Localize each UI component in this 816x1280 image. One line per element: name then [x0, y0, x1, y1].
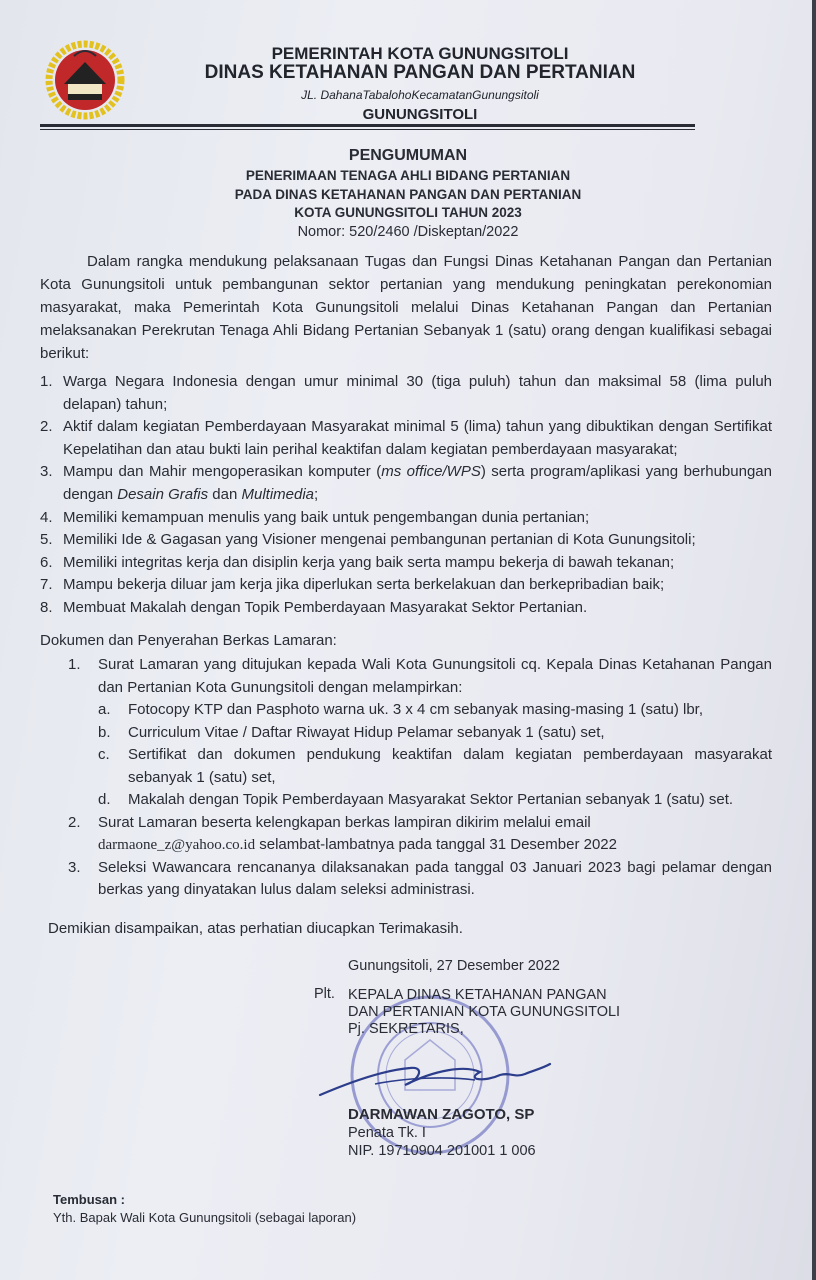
list-text: Mampu bekerja diluar jam kerja jika diperlukan serta berkelakuan dan berkepribadian baik;: [63, 576, 665, 594]
list-number: 3.: [68, 858, 81, 876]
list-number: 5.: [40, 531, 53, 549]
list-text: Surat Lamaran yang ditujukan kepada Wali Kota Gunungsitoli cq. Kepala Dinas Ketahanan Pangan dan Pertanian Kota Gunungsitoli dengan melampirkan:: [98, 656, 772, 696]
attachments-sublist: [98, 699, 772, 812]
list-number: 2.: [40, 418, 53, 436]
list-number: 3.: [40, 463, 53, 481]
announcement-title-line1: PENERIMAAN TENAGA AHLI BIDANG PERTANIAN: [245, 168, 571, 183]
list-letter: c.: [98, 746, 110, 763]
letterhead-address: JL. DahanaTabalohoKecamatanGunungsitoli: [301, 88, 539, 102]
list-text-italic: Desain Grafis: [117, 485, 209, 503]
list-number: 6.: [40, 553, 53, 571]
list-item: [98, 722, 772, 745]
list-text: Mampu dan Mahir mengoperasikan komputer (: [63, 463, 382, 481]
list-number: 7.: [40, 576, 53, 594]
email-address: darmaone_z@yahoo.co.id: [98, 837, 256, 853]
letterhead-rule-thick: [40, 124, 695, 127]
list-item: [40, 574, 772, 597]
list-text-italic: ms office/WPS: [381, 463, 481, 481]
list-text: ;: [314, 485, 319, 503]
list-item: [40, 371, 772, 416]
list-text: selambat-lambatnya pada tanggal 31 Desember 2022: [255, 836, 617, 853]
list-text: Surat Lamaran beserta kelengkapan berkas lampiran dikirim melalui email: [98, 813, 591, 831]
list-number: 2.: [68, 813, 81, 831]
list-item: [40, 461, 772, 506]
documents-heading: Dokumen dan Penyerahan Berkas Lamaran:: [40, 632, 337, 649]
list-text: Seleksi Wawancara rencananya dilaksanakan pada tanggal 03 Januari 2023 bagi pelamar dengan berkas yang dinyatakan lulus dalam seleksi administrasi.: [98, 858, 772, 898]
list-item: [68, 654, 772, 812]
list-text: Makalah dengan Topik Pemberdayaan Masyarakat Sektor Pertanian sebanyak 1 (satu) set.: [128, 791, 734, 808]
list-text: ) serta program/aplikasi yang berhubungan dengan: [63, 463, 772, 503]
list-text: Curriculum Vitae / Daftar Riwayat Hidup Pelamar sebanyak 1 (satu) set,: [128, 723, 605, 741]
list-item: [40, 552, 772, 575]
signature-role-line2: DAN PERTANIAN KOTA GUNUNGSITOLI: [348, 1004, 621, 1020]
list-text: Aktif dalam kegiatan Pemberdayaan Masyarakat minimal 5 (lima) tahun yang dibuktikan dengan Sertifikat Kepelatihan dan atau bukti lain perihal keaktifan dalam kegiatan pemberdayaan masyarakat;: [63, 418, 772, 458]
list-number: 8.: [40, 598, 53, 616]
list-text: dan: [208, 485, 242, 503]
list-letter: b.: [98, 723, 111, 741]
signature-role-line3: Pj. SEKRETARIS,: [348, 1021, 464, 1037]
list-letter: a.: [98, 701, 111, 718]
list-text: Fotocopy KTP dan Pasphoto warna uk. 3 x 4 cm sebanyak masing-masing 1 (satu) lbr,: [128, 701, 704, 718]
city-emblem-logo: [44, 40, 126, 120]
announcement-title-line3: KOTA GUNUNGSITOLI TAHUN 2023: [294, 205, 522, 220]
list-number: 1.: [68, 656, 81, 673]
closing-sentence: Demikian disampaikan, atas perhatian diucapkan Terimakasih.: [48, 920, 463, 937]
list-item: [40, 597, 772, 620]
letterhead-rule-thin: [40, 129, 695, 130]
list-item: [98, 789, 772, 812]
list-item: [68, 812, 772, 857]
documents-list: [68, 654, 772, 902]
list-item: [40, 529, 772, 552]
requirements-list: [40, 371, 772, 620]
announcement-number: Nomor: 520/2460 /Diskeptan/2022: [297, 224, 519, 240]
cc-heading: Tembusan :: [53, 1192, 125, 1207]
list-item: [40, 507, 772, 530]
announcement-heading: PENGUMUMAN: [348, 147, 468, 164]
signatory-name: DARMAWAN ZAGOTO, SP: [348, 1106, 535, 1123]
letterhead-city: GUNUNGSITOLI: [362, 106, 478, 123]
signature-role-line1: KEPALA DINAS KETAHANAN PANGAN: [348, 987, 607, 1003]
list-text: Warga Negara Indonesia dengan umur minimal 30 (tiga puluh) tahun dan maksimal 58 (lima puluh delapan) tahun;: [63, 373, 772, 413]
list-item: [68, 857, 772, 902]
list-text: Memiliki kemampuan menulis yang baik untuk pengembangan dunia pertanian;: [63, 508, 590, 526]
list-number: 1.: [40, 373, 53, 390]
list-text: Membuat Makalah dengan Topik Pemberdayaan Masyarakat Sektor Pertanian.: [63, 598, 588, 616]
list-text-italic: Multimedia: [241, 485, 315, 503]
handwritten-signature: [315, 1050, 555, 1110]
announcement-title-line2: PADA DINAS KETAHANAN PANGAN DAN PERTANIAN: [234, 187, 582, 202]
list-text: Memiliki Ide & Gagasan yang Visioner mengenai pembangunan pertanian di Kota Gunungsitoli;: [63, 531, 696, 549]
list-item: [98, 744, 772, 789]
list-letter: d.: [98, 791, 111, 808]
signature-place-date: Gunungsitoli, 27 Desember 2022: [348, 958, 560, 974]
cc-recipient: Yth. Bapak Wali Kota Gunungsitoli (sebagai laporan): [53, 1210, 357, 1225]
list-text: Sertifikat dan dokumen pendukung keaktifan dalam kegiatan pemberdayaan masyarakat sebanyak 1 (satu) set,: [128, 746, 772, 786]
signature-plt-label: Plt.: [314, 986, 335, 1002]
signatory-rank: Penata Tk. I: [348, 1125, 426, 1141]
intro-paragraph: Dalam rangka mendukung pelaksanaan Tugas dan Fungsi Dinas Ketahanan Pangan dan Pertanian Kota Gunungsitoli untuk pembangunan sektor pertanian yang mendukung peningkatan perekonomian masyarakat, maka Pemerintah Kota Gunungsitoli melalui Dinas Ketahanan Pangan dan Pertanian melaksanakan Perekrutan Tenaga Ahli Bidang Pertanian Sebanyak 1 (satu) orang dengan kualifikasi sebagai berikut:: [40, 253, 772, 362]
letterhead-government: PEMERINTAH KOTA GUNUNGSITOLI: [271, 44, 569, 63]
letterhead-agency: DINAS KETAHANAN PANGAN DAN PERTANIAN: [204, 62, 636, 83]
list-item: [40, 416, 772, 461]
list-text: Memiliki integritas kerja dan disiplin kerja yang baik serta mampu bekerja di bawah tekanan;: [63, 553, 675, 571]
list-number: 4.: [40, 508, 53, 526]
signatory-nip: NIP. 19710904 201001 1 006: [348, 1143, 536, 1159]
list-item: [98, 699, 772, 722]
